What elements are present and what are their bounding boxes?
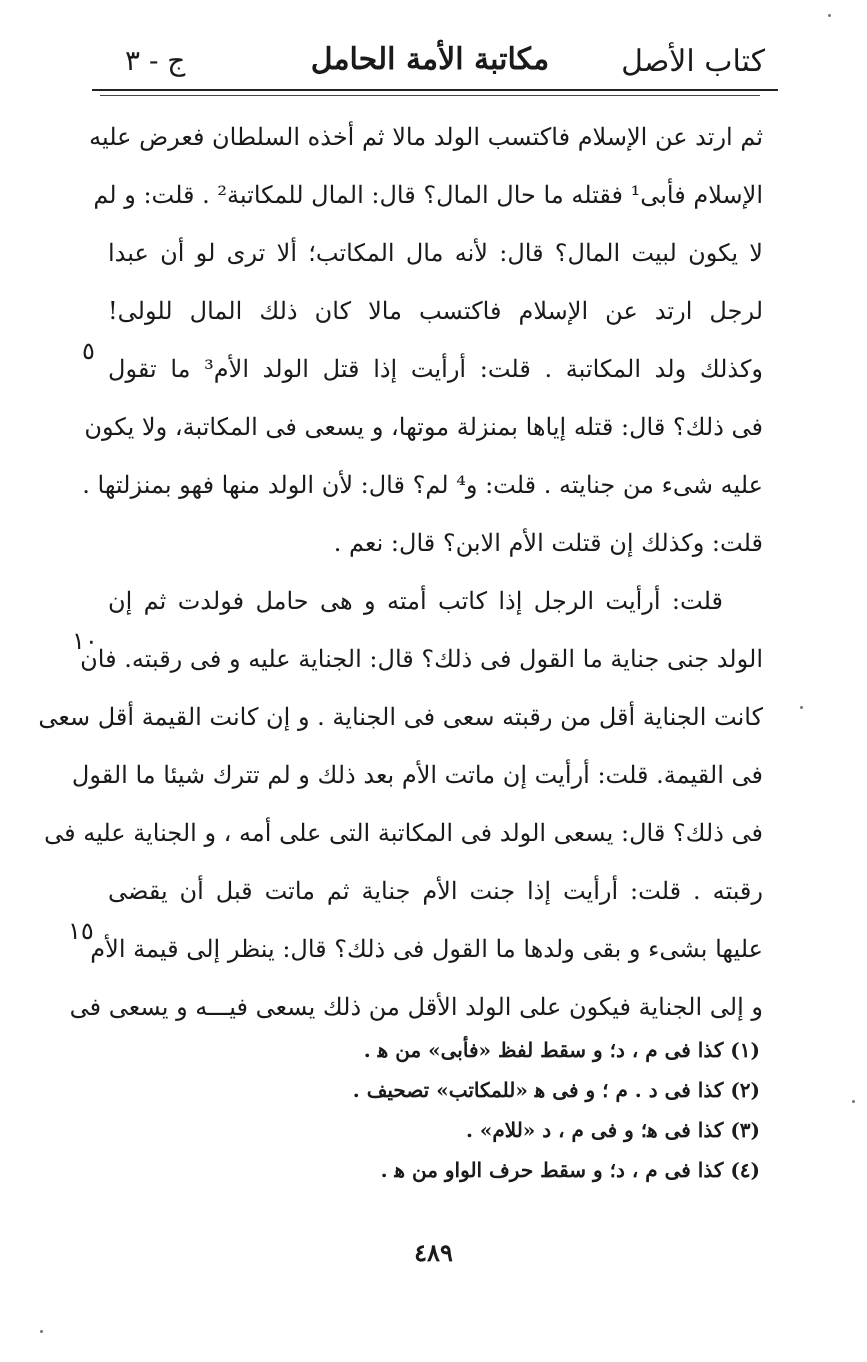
text-line: و إلى الجناية فيكون على الولد الأقل من ذلك يسعى فيـــه و يسعى فى [69,993,763,1021]
scan-speck [40,1330,43,1333]
scan-speck [828,14,831,17]
text-line: لا يكون لبيت المال؟ قال: لأنه مال المكاتب؛ ألا ترى لو أن عبدا [108,239,763,267]
footnotes [330,1030,760,1190]
running-header [95,38,765,88]
text-line: الولد جنى جناية ما القول فى ذلك؟ قال: الجناية عليه و فى رقبته. فان [80,645,763,673]
footnote: (٣) كذا فى ﻫ؛ و فى م ، د «للام» . [465,1118,760,1142]
footnote: (٤) كذا فى م ، د؛ و سقط حرف الواو من ﻫ . [380,1158,760,1182]
footnote: (٢) كذا فى د . م ؛ و فى ﻫ «للمكاتب» تصحيف . [352,1078,760,1102]
text-line: الإسلام فأبى¹ فقتله ما حال المال؟ قال: المال للمكاتبة² . قلت: و لم [93,181,763,209]
scan-speck [852,1100,855,1103]
chapter-title: مكاتبة الأمة الحامل [310,42,550,77]
volume-label: ج - ٣ [125,44,186,77]
text-line: رقبته . قلت: أرأيت إذا جنت الأم جناية ثم ماتت قبل أن يقضى [108,877,763,905]
footnote: (١) كذا فى م ، د؛ و سقط لفظ «فأبى» من ﻫ . [363,1038,760,1062]
text-line: كانت الجناية أقل من رقبته سعى فى الجناية . و إن كانت القيمة أقل سعى [38,703,763,731]
text-line: لرجل ارتد عن الإسلام فاكتسب مالا كان ذلك المال للولى! [108,297,763,325]
text-line: فى ذلك؟ قال: يسعى الولد فى المكاتبة التى على أمه ، و الجناية عليه فى [44,819,763,847]
text-line: ثم ارتد عن الإسلام فاكتسب الولد مالا ثم أخذه السلطان فعرض عليه [89,123,763,151]
header-rule-thin [100,95,760,96]
line-number-marker: ١٥ [68,917,94,945]
line-number-marker: ٥ [82,337,95,365]
text-line: قلت: وكذلك إن قتلت الأم الابن؟ قال: نعم . [333,529,763,557]
line-number-marker: ١٠ [72,627,98,655]
page-number: ٤٨٩ [414,1238,453,1267]
header-rule [92,89,778,91]
scan-speck [800,706,803,709]
text-line: عليه شىء من جنايته . قلت: و⁴ لم؟ قال: لأن الولد منها فهو بمنزلتها . [82,471,763,499]
text-line: فى القيمة. قلت: أرأيت إن ماتت الأم بعد ذلك و لم تترك شيئا ما القول [71,761,763,789]
text-line: عليها بشىء و بقى ولدها ما القول فى ذلك؟ قال: ينظر إلى قيمة الأم [90,935,763,963]
text-line: قلت: أرأيت الرجل إذا كاتب أمته و هى حامل فولدت ثم إن [108,587,723,615]
book-title: كتاب الأصل [621,44,765,79]
text-line: وكذلك ولد المكاتبة . قلت: أرأيت إذا قتل الولد الأم³ ما تقول [108,355,763,383]
text-line: فى ذلك؟ قال: قتله إياها بمنزلة موتها، و يسعى فى المكاتبة، ولا يكون [84,413,763,441]
